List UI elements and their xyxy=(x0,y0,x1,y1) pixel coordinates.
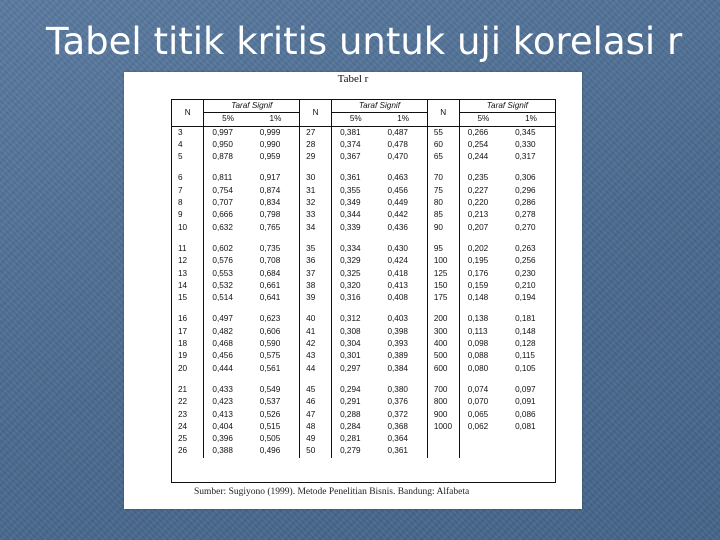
r-1-percent: 0,128 xyxy=(515,339,536,349)
row-n: 47 xyxy=(300,409,332,421)
r-5-percent: 0,811 xyxy=(204,172,252,184)
r-1-percent: 0,449 xyxy=(387,198,408,208)
table-row xyxy=(172,433,555,445)
r-1-percent: 0,263 xyxy=(515,243,536,253)
row-n: 25 xyxy=(178,434,188,444)
header-taraf-signif: Taraf Signif xyxy=(459,100,555,113)
r-1-percent: 0,765 xyxy=(259,222,281,232)
row-n: 23 xyxy=(178,409,188,419)
row-n: 200 xyxy=(427,313,459,325)
r-1-percent: 0,708 xyxy=(259,256,281,266)
r-5-percent: 0,339 xyxy=(332,222,380,234)
r-1-percent: 0,798 xyxy=(259,210,281,220)
r-1-percent: 0,487 xyxy=(387,127,408,137)
row-n: 900 xyxy=(427,409,459,421)
header-n: N xyxy=(427,100,459,126)
row-n: 3 xyxy=(178,127,183,137)
group-spacer xyxy=(172,304,555,313)
r-5-percent: 0,344 xyxy=(332,209,380,221)
table-row xyxy=(172,445,555,457)
header-1-percent: 1% xyxy=(252,113,300,126)
r-1-percent: 0,393 xyxy=(387,339,408,349)
row-n: 28 xyxy=(300,139,332,151)
r-5-percent: 0,159 xyxy=(459,280,507,292)
row-n: 43 xyxy=(300,350,332,362)
r-5-percent: 0,088 xyxy=(459,350,507,362)
table-row xyxy=(172,292,555,304)
row-n: 4 xyxy=(178,139,183,149)
r-5-percent: 0,138 xyxy=(459,313,507,325)
row-n: 125 xyxy=(427,268,459,280)
row-n: 40 xyxy=(300,313,332,325)
r-1-percent: 0,372 xyxy=(387,409,408,419)
r-5-percent: 0,213 xyxy=(459,209,507,221)
r-1-percent: 0,623 xyxy=(259,314,281,324)
table-row xyxy=(172,421,555,433)
r-1-percent: 0,105 xyxy=(515,363,536,373)
r-5-percent: 0,468 xyxy=(204,338,252,350)
row-n: 44 xyxy=(300,363,332,375)
r-1-percent: 0,526 xyxy=(259,409,281,419)
table-row xyxy=(172,396,555,408)
r-5-percent: 0,423 xyxy=(204,396,252,408)
table-row xyxy=(172,350,555,362)
r-1-percent: 0,286 xyxy=(515,198,536,208)
r-5-percent: 0,284 xyxy=(332,421,380,433)
r-1-percent: 0,364 xyxy=(387,434,408,444)
row-n: 700 xyxy=(427,384,459,396)
r-5-percent: 0,754 xyxy=(204,185,252,197)
r-5-percent: 0,080 xyxy=(459,363,507,375)
r-1-percent: 0,575 xyxy=(259,351,281,361)
r-5-percent: 0,707 xyxy=(204,197,252,209)
row-n: 36 xyxy=(300,255,332,267)
table-row xyxy=(172,280,555,292)
r-1-percent: 0,418 xyxy=(387,268,408,278)
table-row xyxy=(172,338,555,350)
row-n: 90 xyxy=(427,222,459,234)
header-1-percent: 1% xyxy=(507,113,555,126)
r-5-percent: 0,320 xyxy=(332,280,380,292)
table-row xyxy=(172,172,555,184)
r-1-percent: 0,306 xyxy=(515,173,536,183)
r-5-percent: 0,148 xyxy=(459,292,507,304)
r-1-percent xyxy=(507,433,555,445)
row-n: 35 xyxy=(300,243,332,255)
row-n: 5 xyxy=(178,152,183,162)
r-5-percent: 0,202 xyxy=(459,243,507,255)
r-1-percent: 0,091 xyxy=(515,397,536,407)
r-5-percent: 0,244 xyxy=(459,151,507,163)
header-5-percent: 5% xyxy=(204,113,252,126)
r-1-percent xyxy=(507,445,555,457)
r-1-percent: 0,590 xyxy=(259,339,281,349)
row-n: 300 xyxy=(427,326,459,338)
row-n: 80 xyxy=(427,197,459,209)
r-5-percent: 0,355 xyxy=(332,185,380,197)
r-1-percent: 0,376 xyxy=(387,397,408,407)
r-5-percent: 0,297 xyxy=(332,363,380,375)
r-5-percent: 0,254 xyxy=(459,139,507,151)
r-5-percent: 0,576 xyxy=(204,255,252,267)
r-5-percent: 0,312 xyxy=(332,313,380,325)
row-n: 8 xyxy=(178,198,183,208)
row-n xyxy=(427,433,459,445)
r-1-percent: 0,684 xyxy=(259,268,281,278)
r-5-percent: 0,553 xyxy=(204,268,252,280)
row-n: 30 xyxy=(300,172,332,184)
r-5-percent: 0,950 xyxy=(204,139,252,151)
r-5-percent: 0,279 xyxy=(332,445,380,457)
table-row xyxy=(172,139,555,151)
r-1-percent: 0,384 xyxy=(387,363,408,373)
r-5-percent: 0,195 xyxy=(459,255,507,267)
header-n: N xyxy=(172,100,204,126)
row-n: 800 xyxy=(427,396,459,408)
r-5-percent: 0,404 xyxy=(204,421,252,433)
row-n: 10 xyxy=(178,222,188,232)
table-row xyxy=(172,126,555,139)
r-1-percent: 0,408 xyxy=(387,293,408,303)
row-n: 42 xyxy=(300,338,332,350)
r-5-percent: 0,074 xyxy=(459,384,507,396)
r-5-percent: 0,294 xyxy=(332,384,380,396)
table-row xyxy=(172,313,555,325)
row-n: 48 xyxy=(300,421,332,433)
r-5-percent: 0,514 xyxy=(204,292,252,304)
table-row xyxy=(172,268,555,280)
header-taraf-signif: Taraf Signif xyxy=(204,100,300,113)
r-5-percent: 0,482 xyxy=(204,326,252,338)
row-n: 37 xyxy=(300,268,332,280)
row-n: 14 xyxy=(178,280,188,290)
r-5-percent: 0,098 xyxy=(459,338,507,350)
r-1-percent: 0,515 xyxy=(259,421,281,431)
group-spacer xyxy=(172,163,555,172)
row-n: 12 xyxy=(178,256,188,266)
table-caption: Tabel r xyxy=(337,73,369,85)
row-n xyxy=(427,445,459,457)
r-5-percent: 0,065 xyxy=(459,409,507,421)
table-row xyxy=(172,222,555,234)
r-5-percent: 0,456 xyxy=(204,350,252,362)
r-1-percent: 0,606 xyxy=(259,326,281,336)
r-5-percent: 0,227 xyxy=(459,185,507,197)
row-n: 19 xyxy=(178,351,188,361)
r-5-percent: 0,266 xyxy=(459,126,507,139)
r-1-percent: 0,442 xyxy=(387,210,408,220)
r-1-percent: 0,496 xyxy=(259,446,281,456)
r-5-percent: 0,329 xyxy=(332,255,380,267)
r-5-percent: 0,388 xyxy=(204,445,252,457)
r-5-percent xyxy=(459,433,507,445)
r-5-percent: 0,308 xyxy=(332,326,380,338)
row-n: 95 xyxy=(427,243,459,255)
r-5-percent: 0,433 xyxy=(204,384,252,396)
row-n: 1000 xyxy=(427,421,459,433)
r-1-percent: 0,330 xyxy=(515,139,536,149)
r-1-percent: 0,424 xyxy=(387,256,408,266)
row-n: 22 xyxy=(178,397,188,407)
row-n: 100 xyxy=(427,255,459,267)
row-n: 70 xyxy=(427,172,459,184)
r-5-percent: 0,367 xyxy=(332,151,380,163)
row-n: 65 xyxy=(427,151,459,163)
row-n: 11 xyxy=(178,243,187,253)
table-row xyxy=(172,326,555,338)
r-1-percent: 0,317 xyxy=(515,152,536,162)
row-n: 16 xyxy=(178,314,188,324)
r-1-percent: 0,270 xyxy=(515,222,536,232)
r-5-percent: 0,413 xyxy=(204,409,252,421)
row-n: 6 xyxy=(178,173,183,183)
r-1-percent: 0,834 xyxy=(259,198,281,208)
r-5-percent: 0,325 xyxy=(332,268,380,280)
row-n: 15 xyxy=(178,293,188,303)
row-n: 38 xyxy=(300,280,332,292)
row-n: 31 xyxy=(300,185,332,197)
r-1-percent: 0,148 xyxy=(515,326,536,336)
r-1-percent: 0,990 xyxy=(259,139,281,149)
r-5-percent: 0,220 xyxy=(459,197,507,209)
r-1-percent: 0,999 xyxy=(259,127,281,137)
r-5-percent: 0,235 xyxy=(459,172,507,184)
r-5-percent: 0,316 xyxy=(332,292,380,304)
row-n: 13 xyxy=(178,268,188,278)
table-row xyxy=(172,151,555,163)
table-row xyxy=(172,363,555,375)
row-n: 175 xyxy=(427,292,459,304)
header-5-percent: 5% xyxy=(332,113,380,126)
row-n: 26 xyxy=(178,446,188,456)
r-5-percent: 0,602 xyxy=(204,243,252,255)
group-spacer xyxy=(172,234,555,243)
row-n: 9 xyxy=(178,210,183,220)
r-5-percent: 0,334 xyxy=(332,243,380,255)
r-1-percent: 0,456 xyxy=(387,185,408,195)
row-n: 39 xyxy=(300,292,332,304)
table-row xyxy=(172,409,555,421)
r-1-percent: 0,256 xyxy=(515,256,536,266)
r-5-percent: 0,997 xyxy=(204,126,252,139)
row-n: 34 xyxy=(300,222,332,234)
r-5-percent xyxy=(459,445,507,457)
r-5-percent: 0,396 xyxy=(204,433,252,445)
row-n: 600 xyxy=(427,363,459,375)
r-1-percent: 0,641 xyxy=(259,293,281,303)
r-5-percent: 0,176 xyxy=(459,268,507,280)
r-5-percent: 0,288 xyxy=(332,409,380,421)
row-n: 75 xyxy=(427,185,459,197)
r-critical-table-frame xyxy=(171,99,556,483)
r-1-percent: 0,210 xyxy=(515,280,536,290)
r-1-percent: 0,917 xyxy=(259,173,281,183)
scanned-table-image xyxy=(124,72,582,509)
r-1-percent: 0,296 xyxy=(515,185,536,195)
row-n: 32 xyxy=(300,197,332,209)
r-5-percent: 0,381 xyxy=(332,126,380,139)
row-n: 18 xyxy=(178,339,188,349)
r-1-percent: 0,874 xyxy=(259,185,281,195)
r-5-percent: 0,878 xyxy=(204,151,252,163)
header-5-percent: 5% xyxy=(459,113,507,126)
header-1-percent: 1% xyxy=(379,113,427,126)
row-n: 27 xyxy=(300,126,332,139)
source-citation: Sumber: Sugiyono (1999). Metode Penelitian Bisnis. Bandung: Alfabeta xyxy=(194,487,470,497)
r-1-percent: 0,345 xyxy=(515,127,536,137)
r-1-percent: 0,368 xyxy=(387,421,408,431)
r-5-percent: 0,207 xyxy=(459,222,507,234)
table-row xyxy=(172,185,555,197)
r-1-percent: 0,413 xyxy=(387,280,408,290)
row-n: 21 xyxy=(178,384,188,394)
r-1-percent: 0,115 xyxy=(515,351,535,361)
table-row xyxy=(172,255,555,267)
r-5-percent: 0,070 xyxy=(459,396,507,408)
row-n: 46 xyxy=(300,396,332,408)
r-1-percent: 0,361 xyxy=(387,446,408,456)
r-1-percent: 0,463 xyxy=(387,173,408,183)
row-n: 150 xyxy=(427,280,459,292)
r-5-percent: 0,349 xyxy=(332,197,380,209)
r-5-percent: 0,301 xyxy=(332,350,380,362)
r-1-percent: 0,194 xyxy=(515,293,536,303)
r-5-percent: 0,632 xyxy=(204,222,252,234)
table-row xyxy=(172,197,555,209)
r-1-percent: 0,430 xyxy=(387,243,408,253)
table-row xyxy=(172,384,555,396)
table-row xyxy=(172,243,555,255)
r-1-percent: 0,478 xyxy=(387,139,408,149)
r-1-percent: 0,549 xyxy=(259,384,281,394)
row-n: 500 xyxy=(427,350,459,362)
row-n: 20 xyxy=(178,363,188,373)
r-1-percent: 0,436 xyxy=(387,222,408,232)
row-n: 49 xyxy=(300,433,332,445)
row-n: 85 xyxy=(427,209,459,221)
row-n: 24 xyxy=(178,421,188,431)
r-1-percent: 0,561 xyxy=(259,363,281,373)
header-n: N xyxy=(300,100,332,126)
r-1-percent: 0,278 xyxy=(515,210,536,220)
r-1-percent: 0,086 xyxy=(515,409,536,419)
r-1-percent: 0,470 xyxy=(387,152,408,162)
r-1-percent: 0,380 xyxy=(387,384,408,394)
r-critical-table xyxy=(172,100,555,458)
header-taraf-signif: Taraf Signif xyxy=(332,100,428,113)
row-n: 45 xyxy=(300,384,332,396)
r-1-percent: 0,537 xyxy=(259,397,281,407)
row-n: 55 xyxy=(427,126,459,139)
r-1-percent: 0,097 xyxy=(515,384,536,394)
row-n: 17 xyxy=(178,326,188,336)
r-1-percent: 0,661 xyxy=(259,280,281,290)
r-5-percent: 0,444 xyxy=(204,363,252,375)
r-1-percent: 0,959 xyxy=(259,152,281,162)
row-n: 41 xyxy=(300,326,332,338)
r-5-percent: 0,062 xyxy=(459,421,507,433)
r-5-percent: 0,291 xyxy=(332,396,380,408)
row-n: 7 xyxy=(178,185,183,195)
r-5-percent: 0,497 xyxy=(204,313,252,325)
table-header xyxy=(172,100,555,126)
table-body xyxy=(172,126,555,458)
r-5-percent: 0,374 xyxy=(332,139,380,151)
r-1-percent: 0,403 xyxy=(387,314,408,324)
r-1-percent: 0,398 xyxy=(387,326,408,336)
r-5-percent: 0,113 xyxy=(459,326,507,338)
row-n: 29 xyxy=(300,151,332,163)
r-1-percent: 0,181 xyxy=(515,314,536,324)
row-n: 400 xyxy=(427,338,459,350)
r-1-percent: 0,389 xyxy=(387,351,408,361)
r-1-percent: 0,505 xyxy=(259,434,281,444)
r-1-percent: 0,081 xyxy=(515,421,536,431)
r-1-percent: 0,735 xyxy=(259,243,281,253)
row-n: 60 xyxy=(427,139,459,151)
group-spacer xyxy=(172,375,555,384)
r-5-percent: 0,532 xyxy=(204,280,252,292)
r-5-percent: 0,304 xyxy=(332,338,380,350)
table-row xyxy=(172,209,555,221)
r-5-percent: 0,666 xyxy=(204,209,252,221)
r-1-percent: 0,230 xyxy=(515,268,536,278)
slide-title: Tabel titik kritis untuk uji korelasi r xyxy=(46,20,683,63)
r-5-percent: 0,281 xyxy=(332,433,380,445)
row-n: 50 xyxy=(300,445,332,457)
row-n: 33 xyxy=(300,209,332,221)
r-5-percent: 0,361 xyxy=(332,172,380,184)
